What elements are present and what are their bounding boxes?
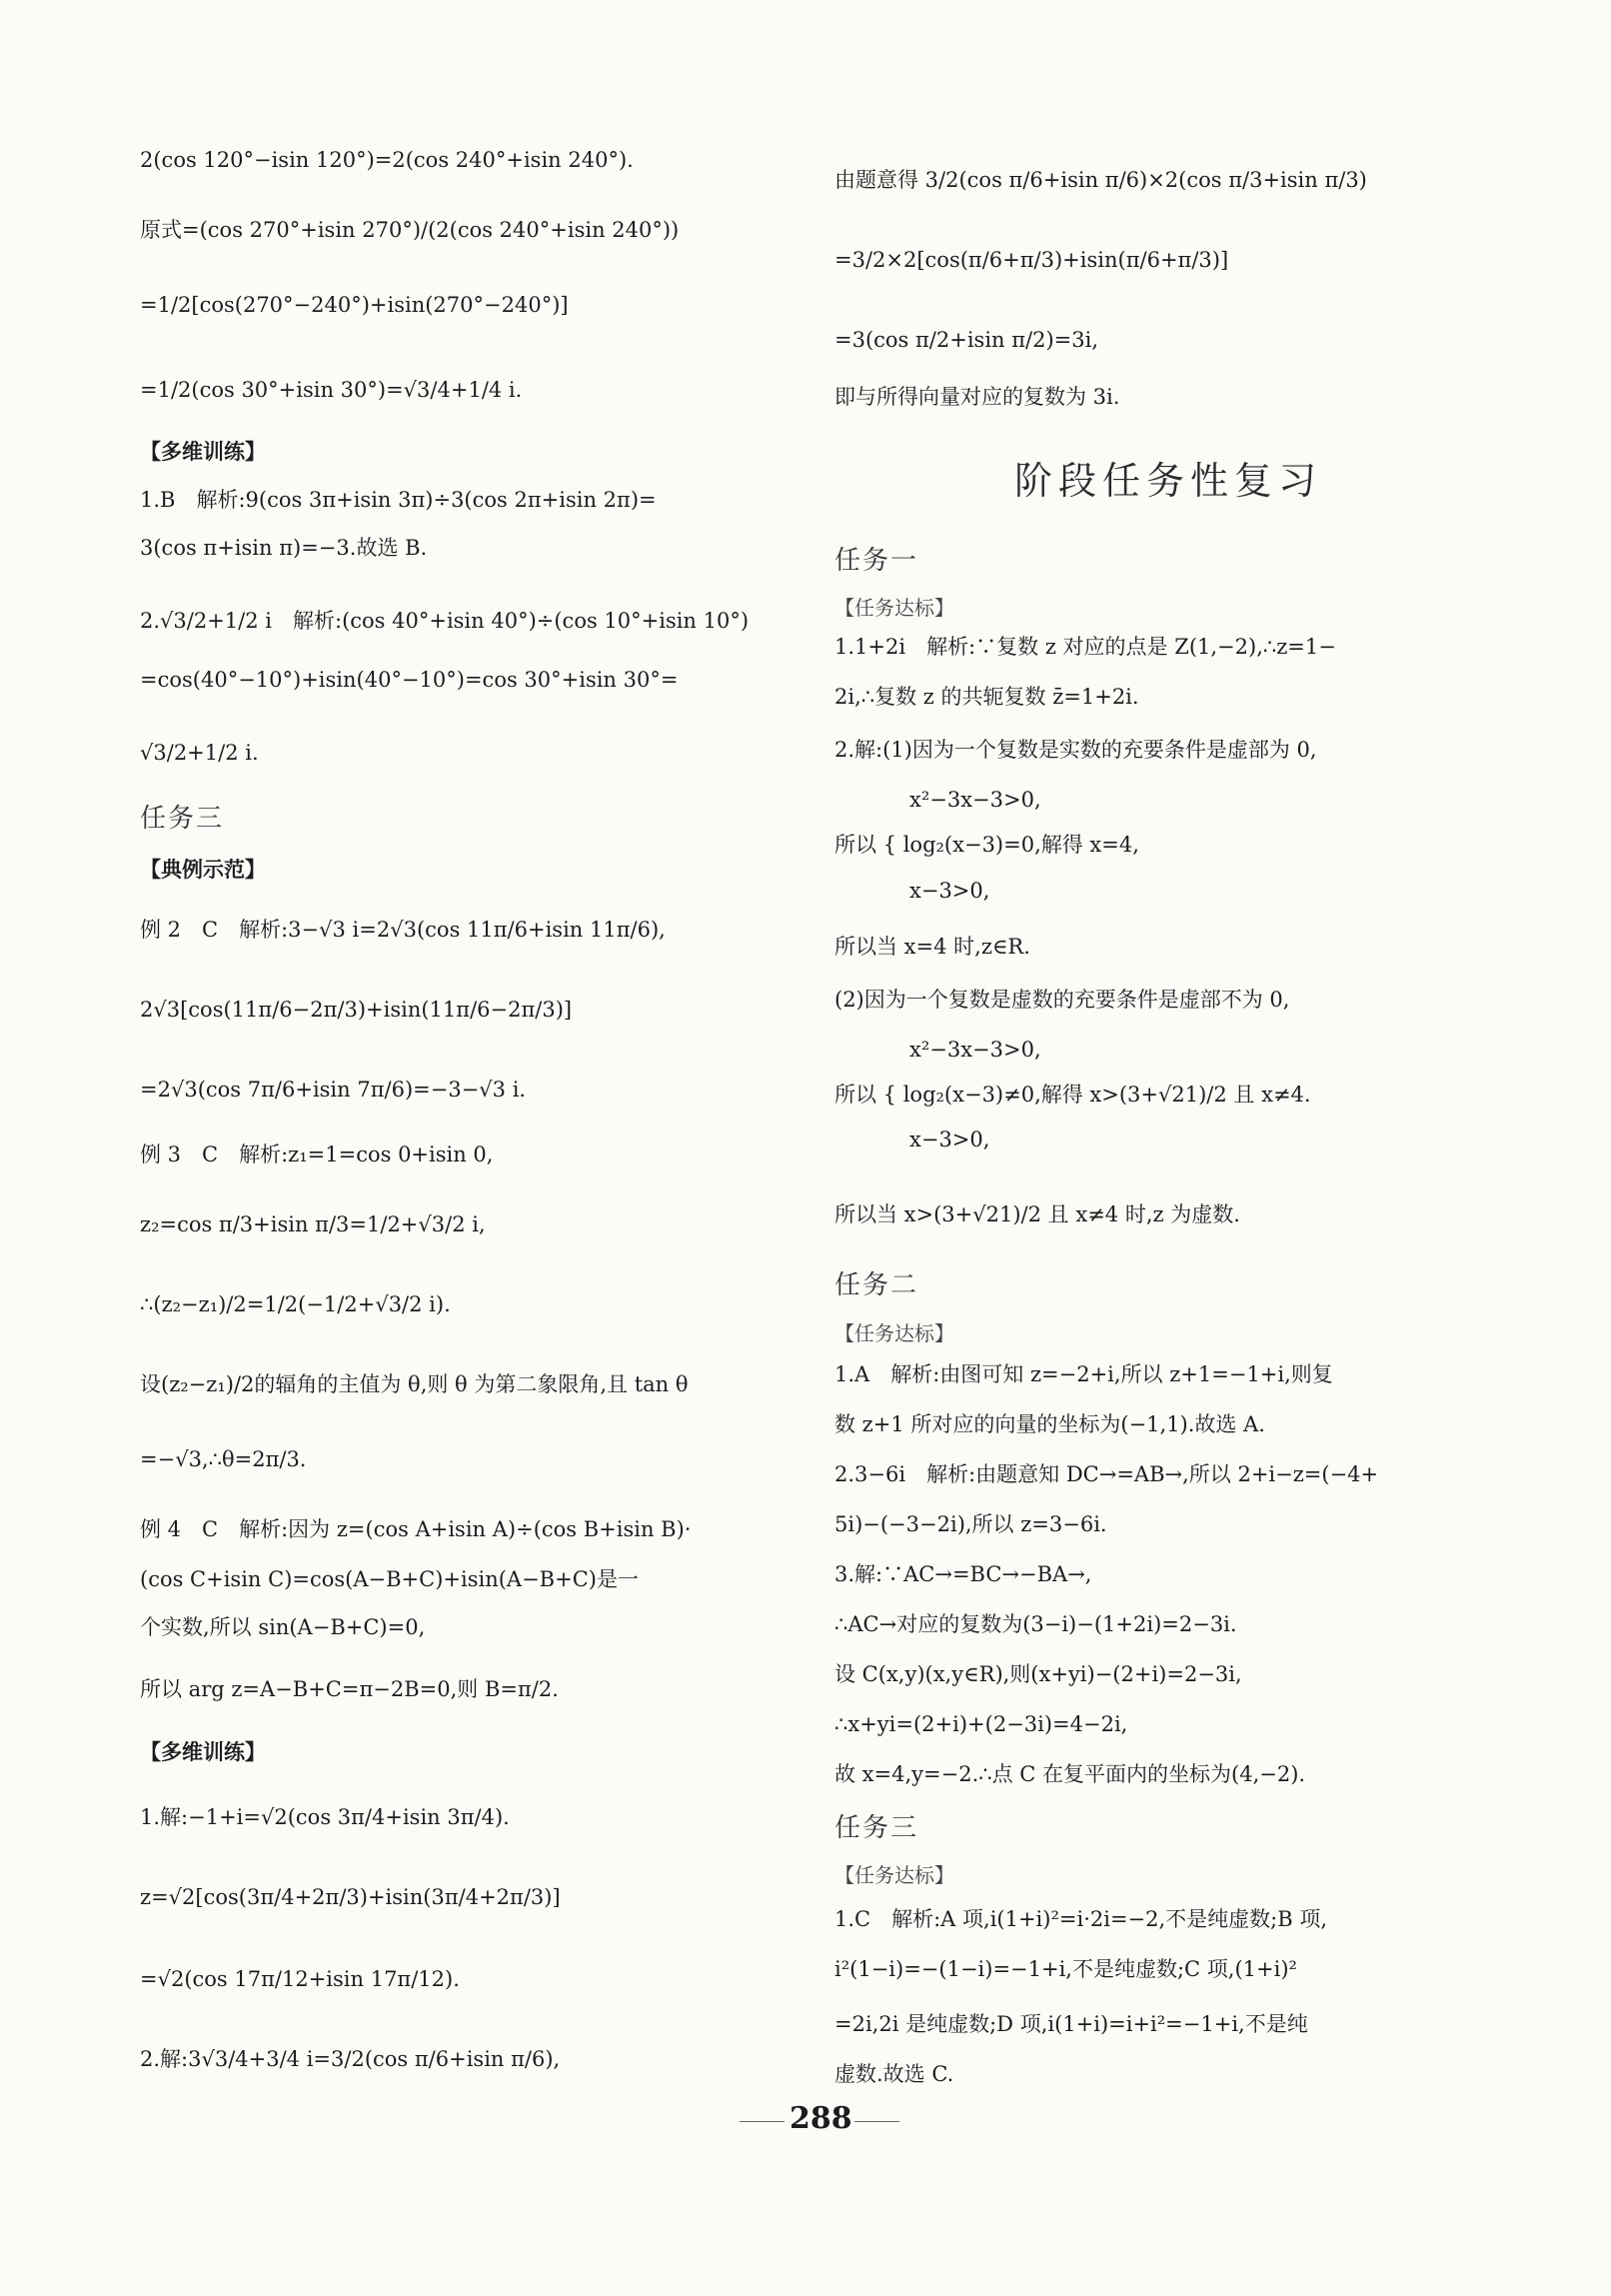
text-line: x−3>0,: [909, 879, 990, 903]
footer-rule-left: [740, 2121, 785, 2122]
text-line: ∴AC→对应的复数为(3−i)−(1+2i)=2−3i.: [834, 1612, 1237, 1636]
text-line: =2√3(cos 7π/6+isin 7π/6)=−3−√3 i.: [140, 1078, 527, 1102]
text-line: z₂=cos π/3+isin π/3=1/2+√3/2 i,: [140, 1212, 486, 1236]
subsection-heading: 【任务达标】: [834, 1863, 954, 1887]
subsection-heading: 【任务达标】: [834, 596, 954, 620]
text-line: =2i,2i 是纯虚数;D 项,i(1+i)=i+i²=−1+i,不是纯: [834, 2012, 1308, 2036]
text-line: 设(z₂−z₁)/2的辐角的主值为 θ,则 θ 为第二象限角,且 tan θ: [140, 1372, 689, 1396]
text-line: 所以 { log₂(x−3)=0,解得 x=4,: [834, 833, 1139, 857]
text-line: 所以当 x>(3+√21)/2 且 x≠4 时,z 为虚数.: [834, 1202, 1240, 1226]
text-line: =−√3,∴θ=2π/3.: [140, 1447, 307, 1471]
text-line: 1.1+2i 解析:∵复数 z 对应的点是 Z(1,−2),∴z=1−: [834, 635, 1336, 659]
task-heading: 任务三: [834, 1813, 919, 1843]
text-line: 2i,∴复数 z 的共轭复数 z̄=1+2i.: [834, 685, 1139, 709]
text-line: 1.B 解析:9(cos 3π+isin 3π)÷3(cos 2π+isin 2π)=: [140, 488, 657, 512]
text-line: x²−3x−3>0,: [909, 1038, 1041, 1062]
text-line: i²(1−i)=−(1−i)=−1+i,不是纯虚数;C 项,(1+i)²: [834, 1957, 1297, 1981]
text-line: 2√3[cos(11π/6−2π/3)+isin(11π/6−2π/3)]: [140, 998, 573, 1022]
text-line: 2.解:(1)因为一个复数是实数的充要条件是虚部为 0,: [834, 738, 1317, 762]
footer-rule-right: [854, 2121, 899, 2122]
text-line: =3/2×2[cos(π/6+π/3)+isin(π/6+π/3)]: [834, 248, 1229, 272]
text-line: 所以 arg z=A−B+C=π−2B=0,则 B=π/2.: [140, 1677, 559, 1701]
subsection-heading: 【任务达标】: [834, 1321, 954, 1345]
text-line: =cos(40°−10°)+isin(40°−10°)=cos 30°+isin 30°=: [140, 668, 679, 692]
text-line: 个实数,所以 sin(A−B+C)=0,: [140, 1615, 426, 1639]
text-line: =√2(cos 17π/12+isin 17π/12).: [140, 1967, 460, 1991]
section-heading: 【多维训练】: [140, 440, 266, 464]
text-line: 设 C(x,y)(x,y∈R),则(x+yi)−(2+i)=2−3i,: [834, 1662, 1242, 1686]
text-line: ∴(z₂−z₁)/2=1/2(−1/2+√3/2 i).: [140, 1292, 451, 1316]
text-line: 2.3−6i 解析:由题意知 DC→=AB→,所以 2+i−z=(−4+: [834, 1462, 1379, 1486]
text-line: 1.A 解析:由图可知 z=−2+i,所以 z+1=−1+i,则复: [834, 1362, 1333, 1386]
text-line: (2)因为一个复数是虚数的充要条件是虚部不为 0,: [834, 988, 1290, 1012]
task-heading: 任务一: [834, 546, 919, 576]
text-line: 1.C 解析:A 项,i(1+i)²=i·2i=−2,不是纯虚数;B 项,: [834, 1907, 1328, 1931]
text-line: 例 2 C 解析:3−√3 i=2√3(cos 11π/6+isin 11π/6),: [140, 918, 666, 942]
text-line: 由题意得 3/2(cos π/6+isin π/6)×2(cos π/3+isin π/3): [834, 168, 1367, 192]
text-line: 所以当 x=4 时,z∈R.: [834, 935, 1030, 959]
text-line: x−3>0,: [909, 1128, 990, 1151]
text-line: 例 4 C 解析:因为 z=(cos A+isin A)÷(cos B+isin B)·: [140, 1517, 692, 1541]
task-heading: 任务三: [140, 804, 225, 834]
text-line: ∴x+yi=(2+i)+(2−3i)=4−2i,: [834, 1712, 1128, 1736]
section-title: 阶段任务性复习: [1014, 459, 1323, 503]
text-line: 例 3 C 解析:z₁=1=cos 0+isin 0,: [140, 1143, 494, 1166]
text-line: 所以 { log₂(x−3)≠0,解得 x>(3+√21)/2 且 x≠4.: [834, 1083, 1311, 1107]
text-line: 3(cos π+isin π)=−3.故选 B.: [140, 536, 428, 560]
text-line: 3.解:∵AC→=BC→−BA→,: [834, 1562, 1092, 1586]
text-line: 原式=(cos 270°+isin 270°)/(2(cos 240°+isin 240°)): [140, 218, 680, 242]
text-line: =1/2[cos(270°−240°)+isin(270°−240°)]: [140, 293, 569, 317]
text-line: =1/2(cos 30°+isin 30°)=√3/4+1/4 i.: [140, 378, 523, 402]
text-line: 即与所得向量对应的复数为 3i.: [834, 385, 1120, 409]
text-line: 2(cos 120°−isin 120°)=2(cos 240°+isin 240°).: [140, 148, 634, 172]
text-line: x²−3x−3>0,: [909, 788, 1041, 812]
text-line: 故 x=4,y=−2.∴点 C 在复平面内的坐标为(4,−2).: [834, 1762, 1306, 1786]
text-line: √3/2+1/2 i.: [140, 741, 259, 765]
text-line: 2.√3/2+1/2 i 解析:(cos 40°+isin 40°)÷(cos 10°+isin 10°): [140, 609, 750, 633]
section-heading: 【典例示范】: [140, 858, 266, 882]
text-line: =3(cos π/2+isin π/2)=3i,: [834, 328, 1099, 352]
text-line: 2.解:3√3/4+3/4 i=3/2(cos π/6+isin π/6),: [140, 2047, 561, 2071]
text-line: 数 z+1 所对应的向量的坐标为(−1,1).故选 A.: [834, 1412, 1265, 1436]
text-line: z=√2[cos(3π/4+2π/3)+isin(3π/4+2π/3)]: [140, 1885, 561, 1909]
task-heading: 任务二: [834, 1270, 919, 1300]
text-line: (cos C+isin C)=cos(A−B+C)+isin(A−B+C)是一: [140, 1567, 639, 1591]
text-line: 1.解:−1+i=√2(cos 3π/4+isin 3π/4).: [140, 1805, 510, 1829]
section-heading: 【多维训练】: [140, 1740, 266, 1764]
page-number: 288: [790, 2101, 852, 2136]
text-line: 5i)−(−3−2i),所以 z=3−6i.: [834, 1512, 1107, 1536]
text-line: 虚数.故选 C.: [834, 2062, 954, 2086]
